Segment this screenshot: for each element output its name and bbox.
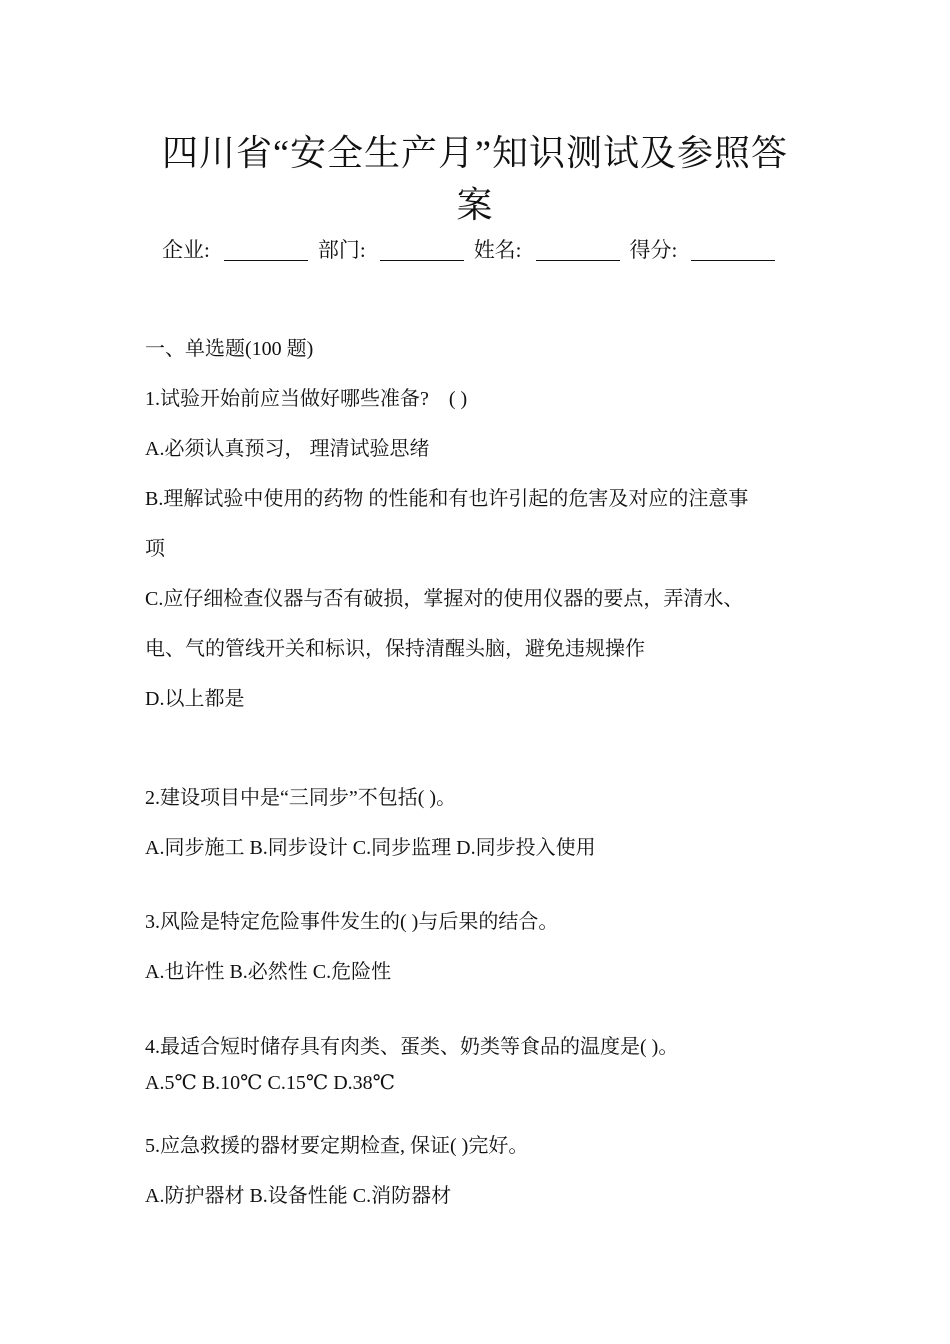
question-3-options: A.也许性 B.必然性 C.危险性 xyxy=(145,961,392,983)
question-1-stem: 1.试验开始前应当做好哪些准备? ( ) xyxy=(145,388,468,410)
name-blank[interactable] xyxy=(536,238,620,261)
question-5-stem: 5.应急救援的器材要定期检查, 保证( )完好。 xyxy=(145,1135,529,1157)
document-title: 四川省“安全生产月”知识测试及参照答 xyxy=(162,133,788,173)
department-blank[interactable] xyxy=(380,238,464,261)
question-1-option-c: C.应仔细检查仪器与否有破损，掌握对的使用仪器的要点，弄清水、 xyxy=(145,588,744,610)
question-1-option-d: D.以上都是 xyxy=(145,688,245,710)
company-blank[interactable] xyxy=(224,238,308,261)
section-heading: 一、单选题(100 题) xyxy=(145,338,314,360)
question-2-stem: 2.建设项目中是“三同步”不包括( )。 xyxy=(145,787,457,809)
question-1-option-b: B.理解试验中使用的药物 的性能和有也许引起的危害及对应的注意事 xyxy=(145,488,749,510)
name-label: 姓名: xyxy=(473,238,522,262)
question-5-options: A.防护器材 B.设备性能 C.消防器材 xyxy=(145,1185,452,1207)
info-fields xyxy=(162,234,785,264)
question-4-stem: 4.最适合短时储存具有肉类、蛋类、奶类等食品的温度是( )。 xyxy=(145,1036,679,1058)
question-1-option-c-continued: 电、气的管线开关和标识，保持清醒头脑，避免违规操作 xyxy=(145,638,645,660)
question-3-stem: 3.风险是特定危险事件发生的( )与后果的结合。 xyxy=(145,911,559,933)
document-title-continued: 案 xyxy=(456,185,494,225)
score-blank[interactable] xyxy=(691,238,775,261)
question-1-option-b-continued: 项 xyxy=(145,538,165,560)
score-label: 得分: xyxy=(629,238,678,262)
department-label: 部门: xyxy=(317,238,366,262)
question-4-options: A.5℃ B.10℃ C.15℃ D.38℃ xyxy=(145,1072,396,1094)
question-2-options: A.同步施工 B.同步设计 C.同步监理 D.同步投入使用 xyxy=(145,837,596,859)
question-1-option-a: A.必须认真预习， 理清试验思绪 xyxy=(145,438,430,460)
company-label: 企业: xyxy=(162,238,210,262)
